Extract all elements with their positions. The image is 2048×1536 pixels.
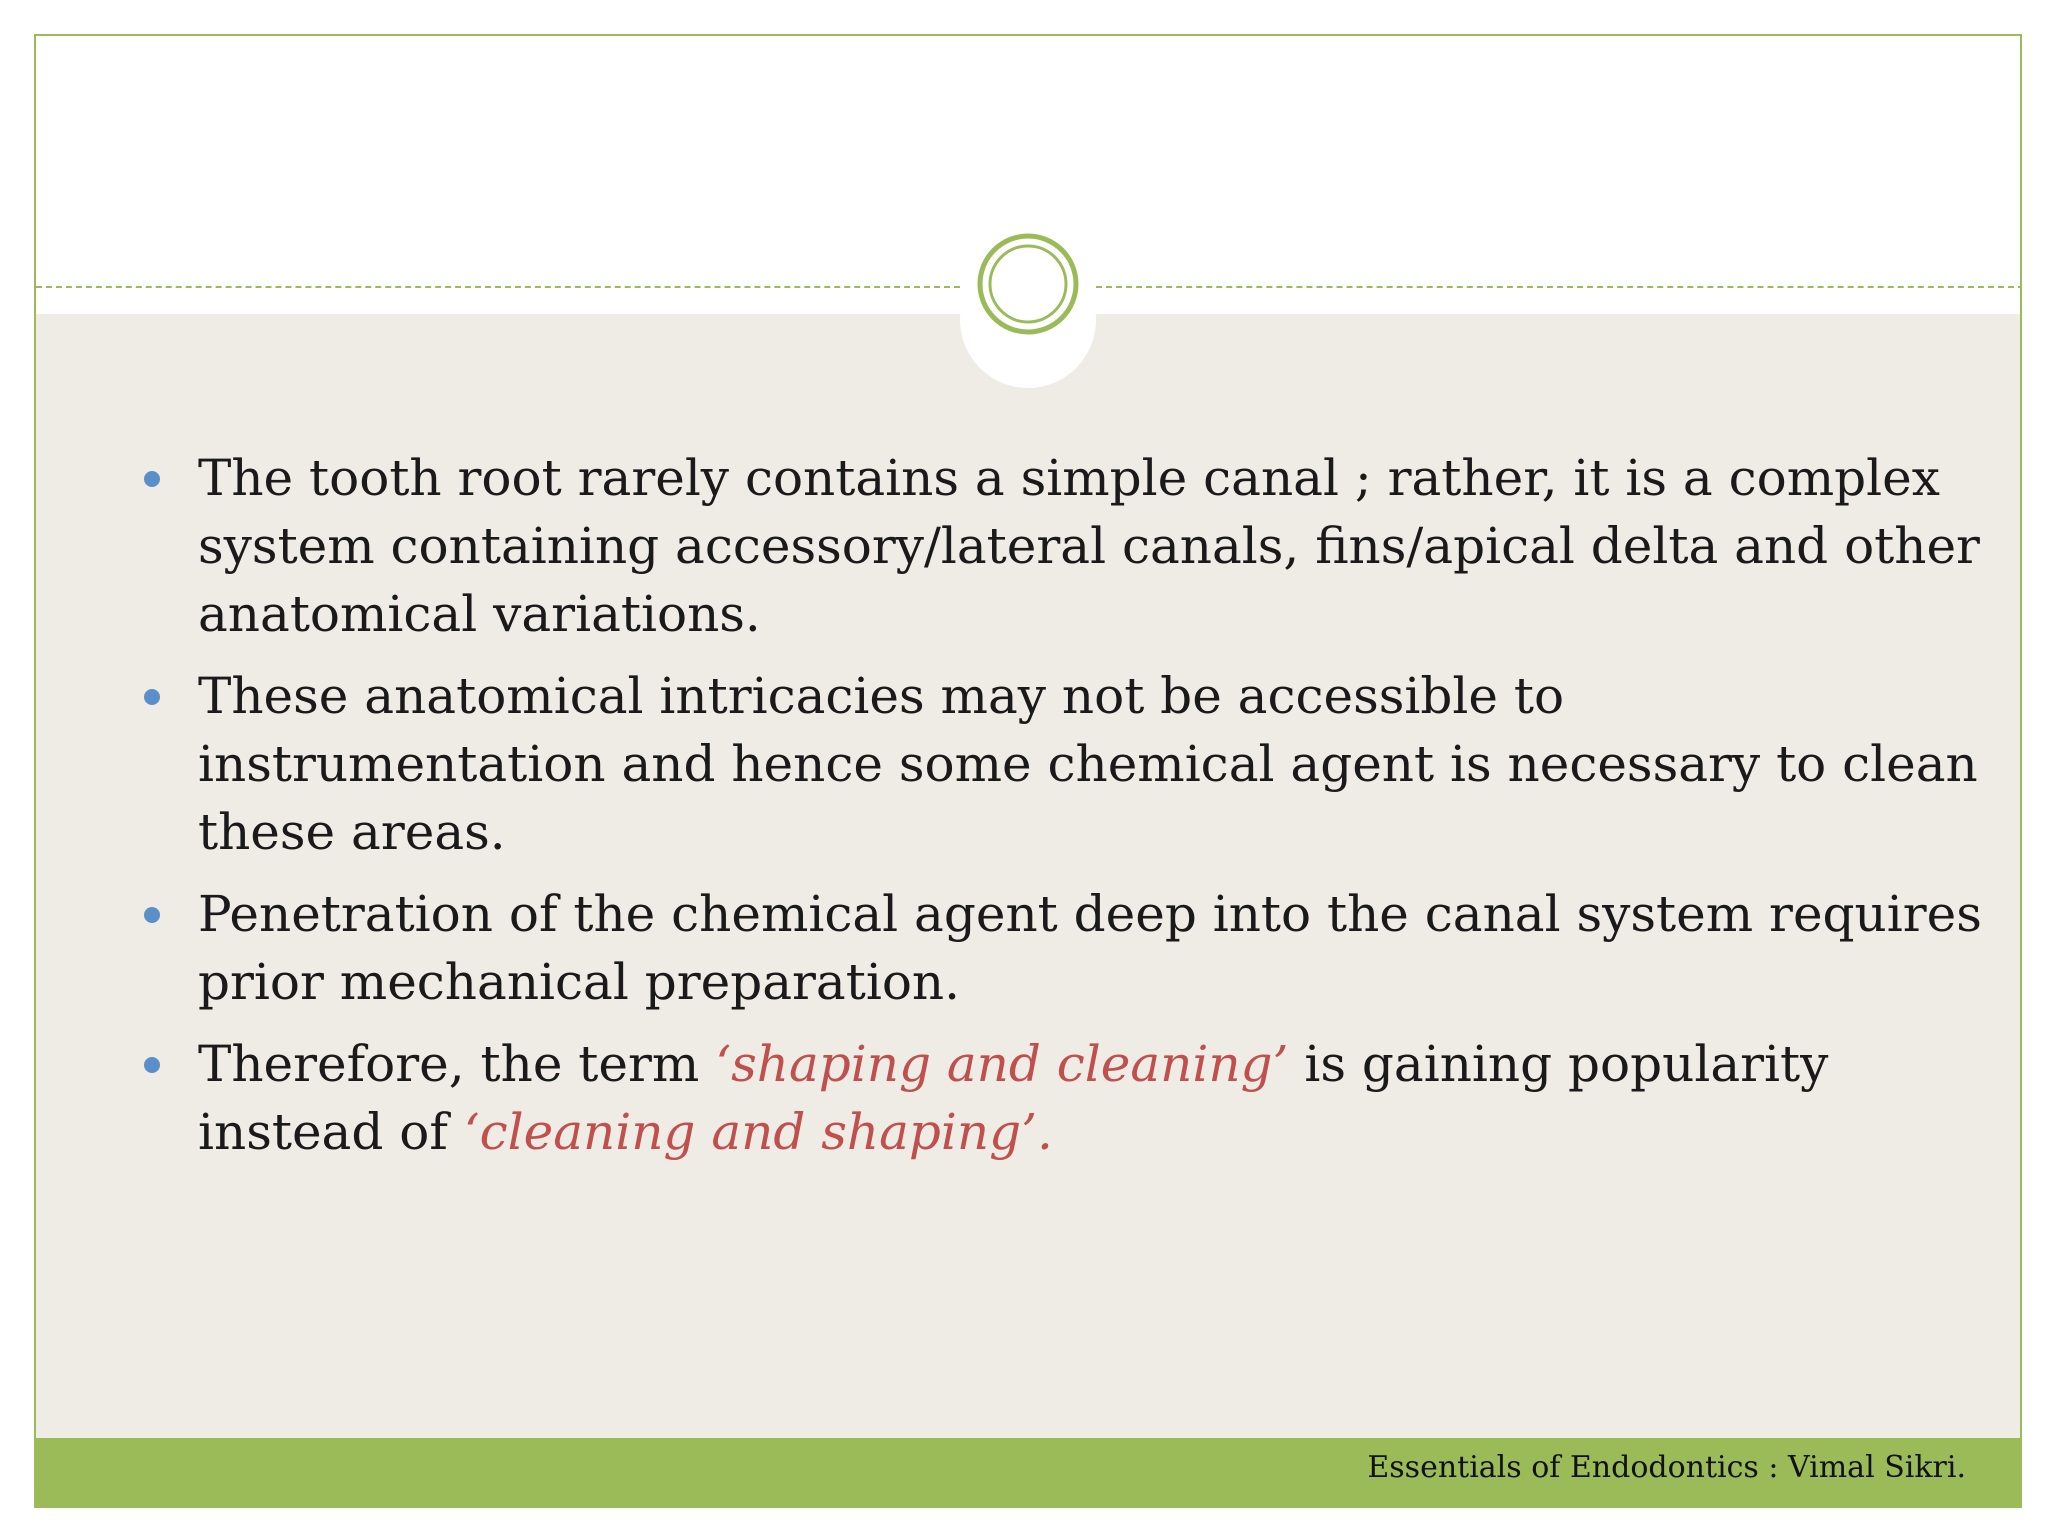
list-item: [106, 880, 1986, 1016]
slide: [34, 34, 2022, 1508]
bullet-text: Penetration of the chemical agent deep into the canal system requires prior mechanical preparation.: [198, 885, 1982, 1011]
divider-line-right: [1096, 286, 2022, 288]
list-item: [106, 1030, 1986, 1166]
bullet-text-part: is gaining popularity instead of: [198, 1035, 1829, 1161]
list-item: [106, 662, 1986, 866]
bullet-icon: [144, 471, 160, 487]
bullet-list: [106, 444, 1986, 1180]
footer-citation: Essentials of Endodontics : Vimal Sikri.: [1367, 1450, 1966, 1485]
bullet-icon: [144, 1057, 160, 1073]
bullet-icon: [144, 907, 160, 923]
bullet-text-part: Therefore, the term: [198, 1035, 716, 1093]
bullet-text: These anatomical intricacies may not be accessible to instrumentation and hence some chemical agent is necessary to clean these areas.: [198, 667, 1978, 861]
circle-ornament-icon: [977, 233, 1079, 335]
emphasis-text: ‘cleaning and shaping’.: [463, 1103, 1053, 1161]
divider-line-left: [36, 286, 960, 288]
emphasis-text: ‘shaping and cleaning’: [715, 1035, 1289, 1093]
list-item: [106, 444, 1986, 648]
bullet-text: The tooth root rarely contains a simple canal ; rather, it is a complex system containing accessory/lateral canals, fins/apical delta and other anatomical variations.: [198, 449, 1980, 643]
bullet-icon: [144, 689, 160, 705]
footer-bar: [36, 1438, 2020, 1508]
